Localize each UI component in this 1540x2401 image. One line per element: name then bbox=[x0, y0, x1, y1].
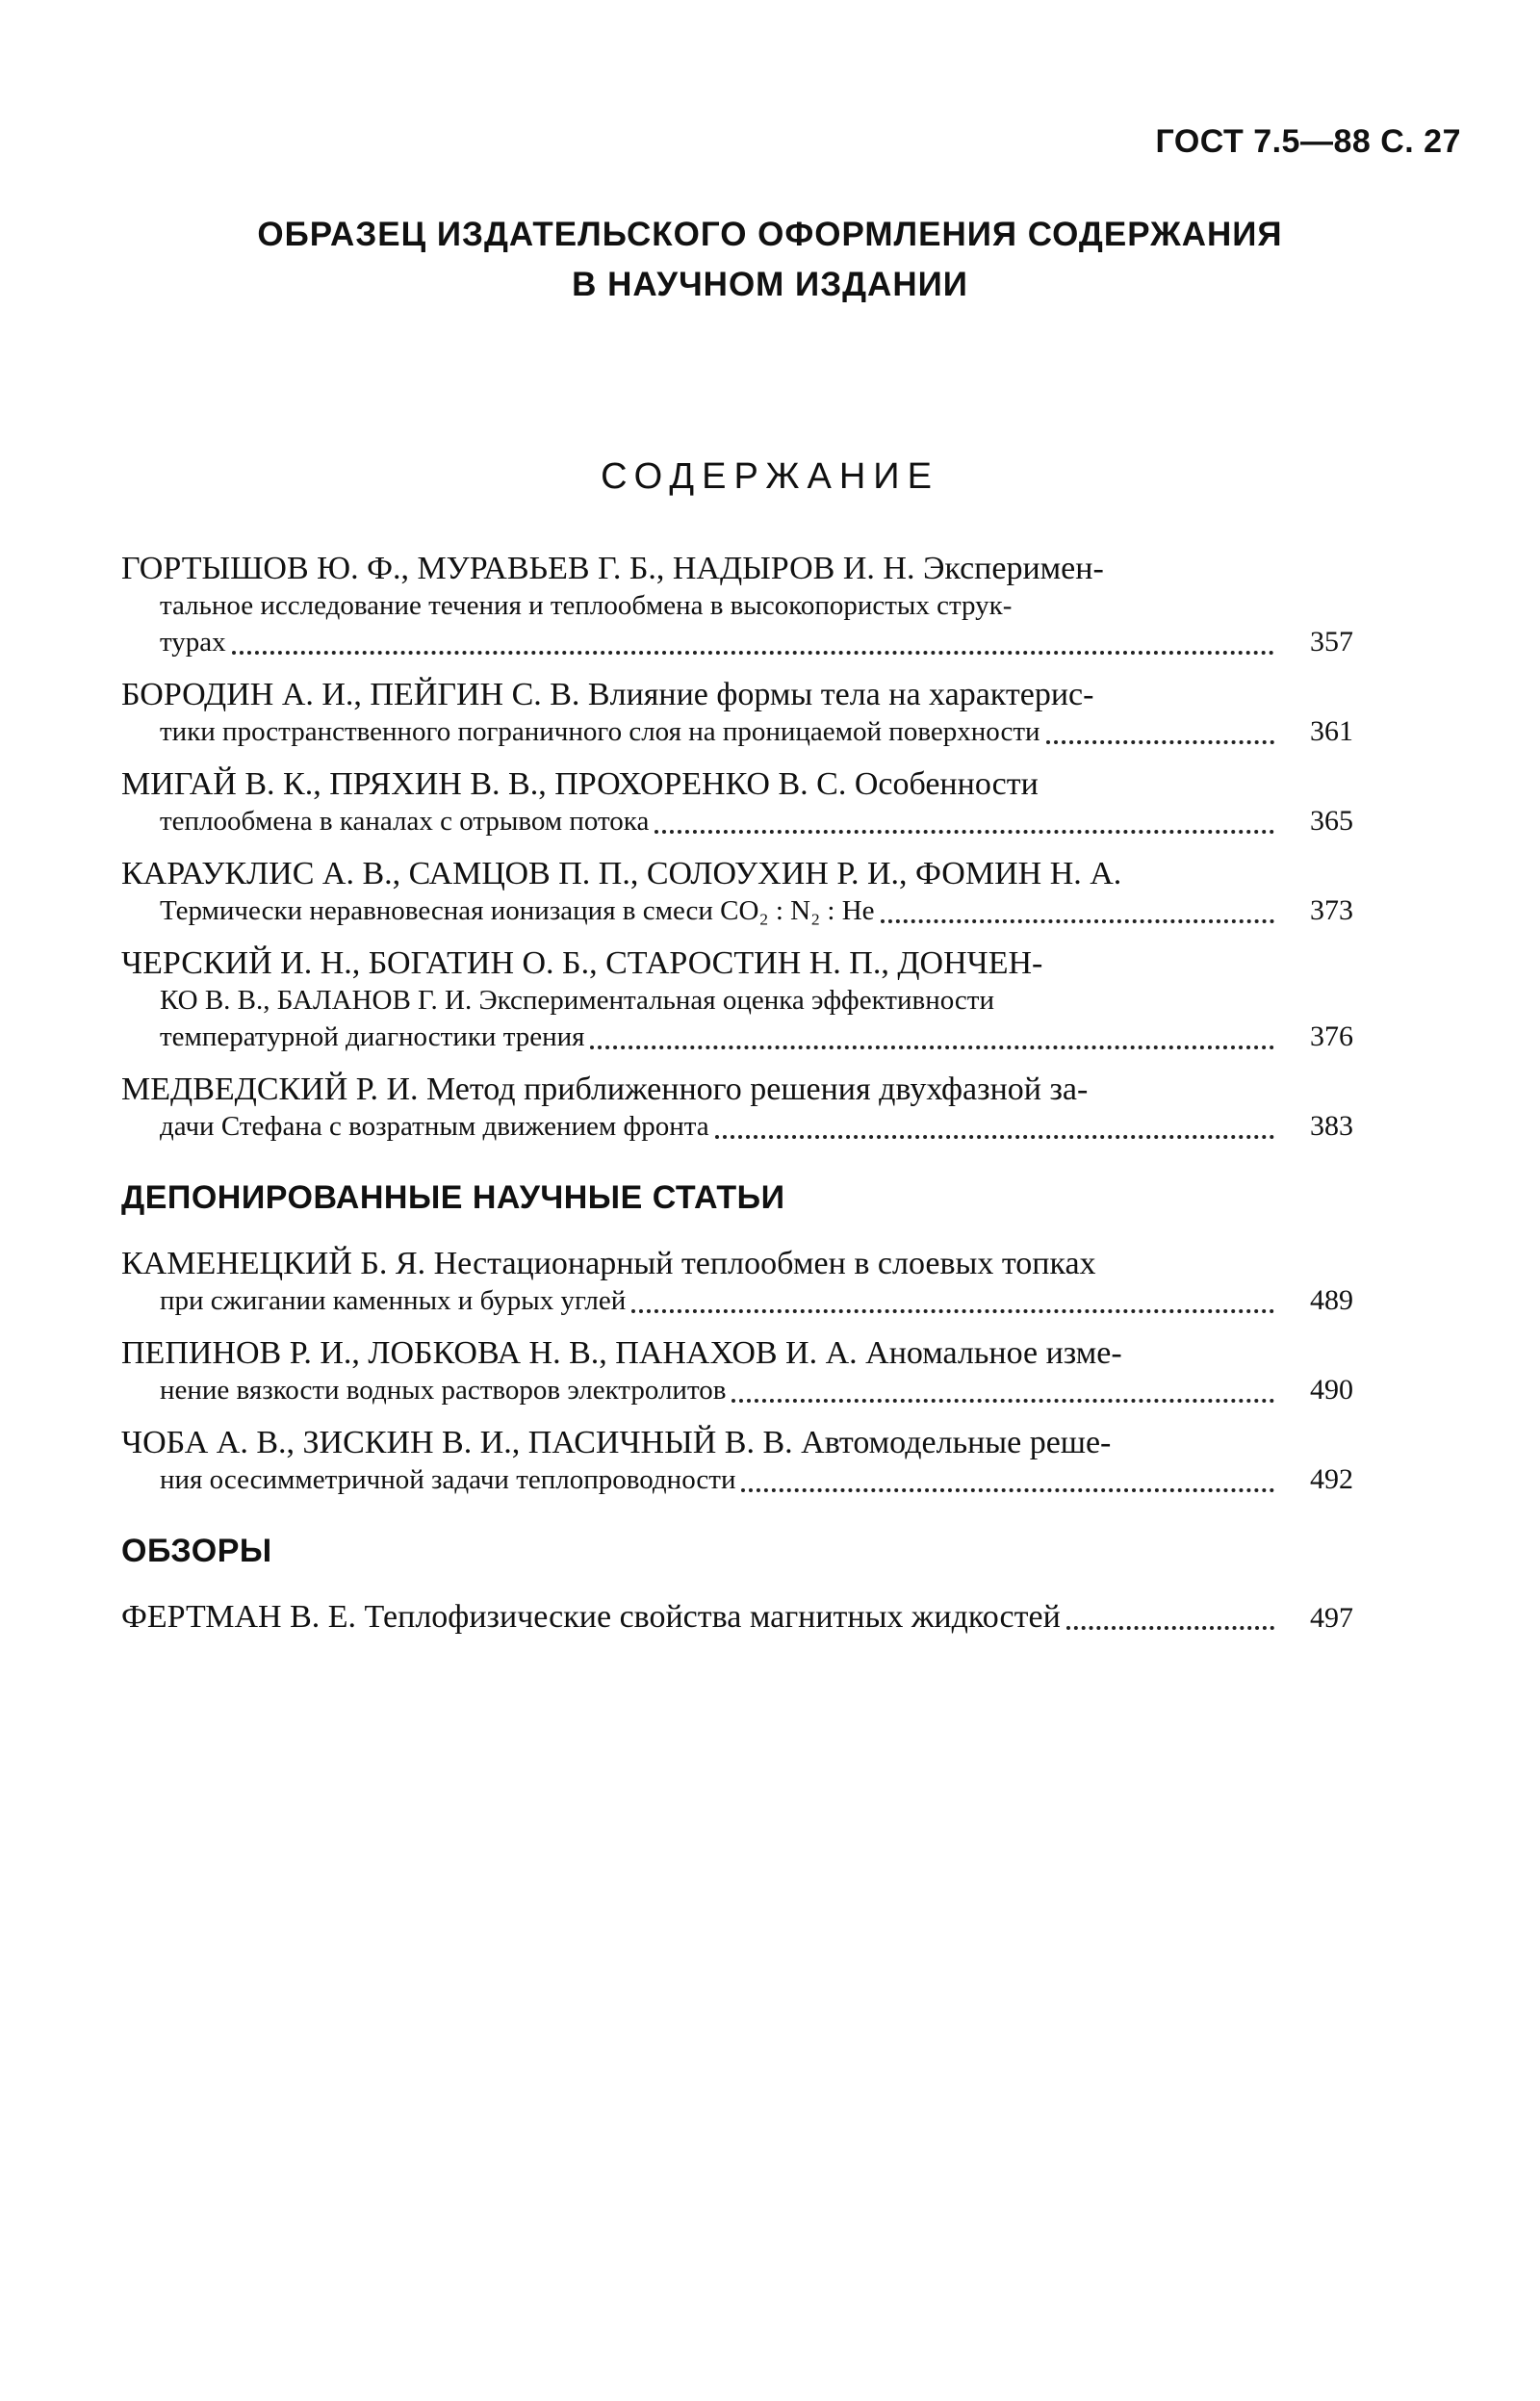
dot-leader bbox=[232, 650, 1274, 655]
toc-entry-line bbox=[121, 856, 1353, 892]
toc-entry-line bbox=[121, 1372, 1353, 1408]
dot-leader bbox=[715, 1134, 1274, 1139]
toc-entry-line bbox=[121, 624, 1353, 660]
toc-entry-line bbox=[121, 551, 1353, 587]
toc-entry-text: дачи Стефана с возратным движением фронта bbox=[160, 1111, 709, 1142]
dot-leader bbox=[732, 1398, 1274, 1403]
toc-page-number: 361 bbox=[1310, 715, 1353, 747]
contents-heading: СОДЕРЖАНИЕ bbox=[601, 456, 939, 497]
toc-entry-line bbox=[121, 1461, 1353, 1498]
toc-entry-text: теплообмена в каналах с отрывом потока bbox=[160, 806, 650, 837]
toc-page-number: 357 bbox=[1310, 626, 1353, 658]
toc-page-number: 490 bbox=[1310, 1374, 1353, 1406]
toc-entry bbox=[121, 945, 1353, 1055]
toc-entry bbox=[121, 856, 1353, 929]
toc-entry bbox=[121, 677, 1353, 750]
toc-entry-text: ПЕПИНОВ Р. И., ЛОБКОВА Н. В., ПАНАХОВ И. А. Аномальное изме- bbox=[121, 1335, 1122, 1371]
toc-entry-text: ЧОБА А. В., ЗИСКИН В. И., ПАСИЧНЫЙ В. В. Автомодельные реше- bbox=[121, 1425, 1112, 1460]
toc-page-number: 492 bbox=[1310, 1463, 1353, 1495]
dot-leader bbox=[1046, 739, 1274, 744]
toc-entry-line bbox=[121, 1425, 1353, 1461]
toc-entry-text: КАРАУКЛИС А. В., САМЦОВ П. П., СОЛОУХИН Р. И., ФОМИН Н. А. bbox=[121, 856, 1122, 891]
toc-entry-line bbox=[121, 945, 1353, 982]
section-heading-reviews: ОБЗОРЫ bbox=[121, 1533, 272, 1569]
toc-entry-text: КО В. В., БАЛАНОВ Г. И. Экспериментальная оценка эффективности bbox=[160, 985, 994, 1016]
dot-leader bbox=[654, 829, 1274, 834]
toc-entry bbox=[121, 1071, 1353, 1145]
page-header-code: ГОСТ 7.5—88 С. 27 bbox=[1155, 123, 1461, 160]
toc-entry-text: при сжигании каменных и бурых углей bbox=[160, 1285, 627, 1316]
toc-page-number: 365 bbox=[1310, 805, 1353, 837]
toc-entry-text: МИГАЙ В. К., ПРЯХИН В. В., ПРОХОРЕНКО В. С. Особенности bbox=[121, 766, 1039, 802]
toc-entry-line bbox=[121, 982, 1353, 1019]
toc-entry-text: ния осесимметричной задачи теплопроводности bbox=[160, 1464, 736, 1495]
toc-entry-line bbox=[121, 1282, 1353, 1319]
toc-page-number: 497 bbox=[1310, 1602, 1353, 1634]
toc-entry-line bbox=[121, 1019, 1353, 1055]
toc-entry-text: температурной диагностики трения bbox=[160, 1021, 585, 1052]
toc-entry-line bbox=[121, 766, 1353, 803]
table-of-contents bbox=[121, 551, 1353, 1653]
toc-entry-line bbox=[121, 1071, 1353, 1108]
document-title-line-1: ОБРАЗЕЦ ИЗДАТЕЛЬСКОГО ОФОРМЛЕНИЯ СОДЕРЖАНИЯ bbox=[257, 216, 1283, 253]
dot-leader bbox=[741, 1487, 1274, 1492]
toc-entry-text: МЕДВЕДСКИЙ Р. И. Метод приближенного решения двухфазной за- bbox=[121, 1071, 1089, 1107]
toc-entry-line bbox=[121, 1335, 1353, 1372]
toc-entry-line bbox=[121, 677, 1353, 713]
toc-entry-text: тальное исследование течения и теплообмена в высокопористых струк- bbox=[160, 590, 1013, 621]
toc-page-number: 376 bbox=[1310, 1020, 1353, 1052]
dot-leader bbox=[631, 1308, 1274, 1313]
toc-entry-text: ФЕРТМАН В. Е. Теплофизические свойства магнитных жидкостей bbox=[121, 1599, 1061, 1635]
toc-entry-line bbox=[121, 713, 1353, 750]
section-heading-deposited: ДЕПОНИРОВАННЫЕ НАУЧНЫЕ СТАТЬИ bbox=[121, 1179, 785, 1216]
toc-entry-text: Термически неравновесная ионизация в смеси CO₂ : N₂ : He bbox=[160, 895, 875, 926]
toc-entry-line bbox=[121, 1108, 1353, 1145]
deposited-entries bbox=[121, 1246, 1353, 1498]
toc-entry-text: БОРОДИН А. И., ПЕЙГИН С. В. Влияние формы тела на характерис- bbox=[121, 677, 1094, 712]
dot-leader bbox=[881, 918, 1274, 923]
toc-entry-text: ЧЕРСКИЙ И. Н., БОГАТИН О. Б., СТАРОСТИН Н. П., ДОНЧЕН- bbox=[121, 945, 1043, 981]
dot-leader bbox=[590, 1045, 1274, 1049]
toc-entry-line bbox=[121, 803, 1353, 839]
toc-page-number: 489 bbox=[1310, 1284, 1353, 1316]
toc-entry-text: тики пространственного пограничного слоя на проницаемой поверхности bbox=[160, 716, 1040, 747]
toc-page-number: 383 bbox=[1310, 1110, 1353, 1142]
toc-entry-line bbox=[121, 587, 1353, 624]
toc-entry-text: КАМЕНЕЦКИЙ Б. Я. Нестационарный теплообмен в слоевых топках bbox=[121, 1246, 1096, 1281]
toc-entry-text: турах bbox=[160, 627, 226, 658]
toc-entry-text: ГОРТЫШОВ Ю. Ф., МУРАВЬЕВ Г. Б., НАДЫРОВ И. Н. Эксперимен- bbox=[121, 551, 1104, 586]
document-title-line-2: В НАУЧНОМ ИЗДАНИИ bbox=[572, 266, 968, 303]
toc-entry-text: нение вязкости водных растворов электролитов bbox=[160, 1375, 727, 1406]
toc-entry-line bbox=[121, 1599, 1353, 1637]
dot-leader bbox=[1066, 1625, 1274, 1630]
toc-entry bbox=[121, 551, 1353, 660]
toc-entry bbox=[121, 1335, 1353, 1408]
review-entries bbox=[121, 1599, 1353, 1637]
toc-entry bbox=[121, 1599, 1353, 1637]
toc-entry-line bbox=[121, 892, 1353, 929]
toc-entry bbox=[121, 1246, 1353, 1319]
toc-entry-line bbox=[121, 1246, 1353, 1282]
toc-page-number: 373 bbox=[1310, 894, 1353, 926]
toc-entry bbox=[121, 766, 1353, 839]
document-title bbox=[0, 210, 1540, 310]
main-entries bbox=[121, 551, 1353, 1145]
toc-entry bbox=[121, 1425, 1353, 1498]
